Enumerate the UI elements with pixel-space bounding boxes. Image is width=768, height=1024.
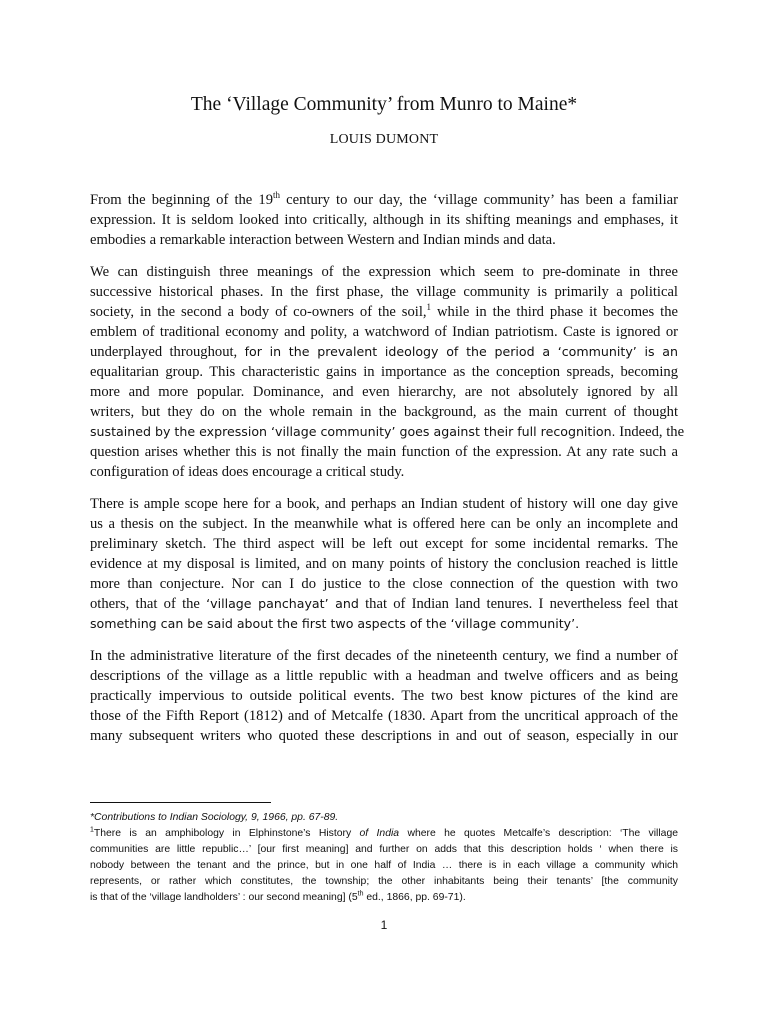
- superscript: th: [273, 190, 281, 201]
- text-line: those of the Fifth Report (1812) and of Metcalfe (1830. Apart from the uncritical approach of the: [90, 708, 678, 724]
- footnote-line: represents, or rather which constitutes, the township; the other inhabitants being their tenants’ [the community: [90, 876, 678, 887]
- body-text: [90, 190, 685, 758]
- paragraph: [90, 646, 678, 746]
- text-line: equalitarian group. This characteristic gains in importance as the conception spreads, becoming: [90, 364, 678, 380]
- page-number: 1: [380, 918, 388, 932]
- footnote-divider: [90, 802, 271, 803]
- footnote-line: communities are little republic…’ [our first meaning] and further on adds that this description holds ‘ when there is: [90, 844, 678, 855]
- text-line: underplayed throughout, for in the prevalent ideology of the period a ‘community’ is an: [90, 344, 678, 360]
- text-line: question arises whether this is not finally the main function of the expression. At any rate such a: [90, 444, 678, 460]
- text-line: expression. It is seldom looked into critically, although in its shifting meanings and emphases, it: [90, 212, 678, 228]
- text-line: successive historical phases. In the first phase, the village community is primarily a political: [90, 284, 678, 300]
- text-line: From the beginning of the 19th century to our day, the ‘village community’ has been a familiar: [90, 190, 678, 208]
- text-line: There is ample scope here for a book, and perhaps an Indian student of history will one day give: [90, 496, 678, 512]
- footnote-line: is that of the ‘village landholders’ : our second meaning] (5th ed., 1866, pp. 69-71).: [90, 890, 466, 903]
- footnote-ref-1[interactable]: 1: [426, 302, 432, 313]
- text-line: many subsequent writers who quoted these descriptions in and out of season, especially in our: [90, 728, 678, 744]
- footnote-star: *Contributions to Indian Sociology, 9, 1966, pp. 67-89.: [90, 812, 339, 823]
- paragraph: [90, 262, 685, 482]
- text-line: In the administrative literature of the first decades of the nineteenth century, we find a number of: [90, 648, 678, 664]
- footnote-1: $^1$There is an amphibology in Elphinstone’s History of India where he quotes Metcalfe’s description: ‘The village: [90, 826, 678, 839]
- text-line: preliminary sketch. The third aspect will be left out except for some incidental remarks. The: [90, 536, 678, 552]
- text-line: others, that of the ‘village panchayat’ and that of Indian land tenures. I nevertheless feel that: [90, 596, 678, 612]
- text-line: sustained by the expression ‘village community’ goes against their full recognition. Indeed, the: [90, 424, 685, 440]
- text-line: We can distinguish three meanings of the expression which seem to pre-dominate in three: [90, 264, 678, 280]
- text-line: more and more popular. Dominance, and even hierarchy, are not absolutely ignored by all: [90, 384, 678, 400]
- text-line: something can be said about the first two aspects of the ‘village community’.: [90, 616, 580, 631]
- paragraph: [90, 190, 678, 250]
- paragraph: [90, 494, 678, 634]
- text-line: emblem of traditional economy and polity, a watchword of Indian patriotism. Caste is ignored or: [90, 324, 678, 340]
- text-line: society, in the second a body of co-owners of the soil,$^1$ while in the third phase it becomes the: [90, 302, 678, 320]
- paper-title: The ‘Village Community’ from Munro to Maine*: [190, 94, 578, 115]
- author-name: LOUIS DUMONT: [329, 132, 439, 147]
- text-line: us a thesis on the subject. In the meanwhile what is offered here can be only an incomplete and: [90, 516, 678, 532]
- footnote-marker: 1: [90, 826, 94, 834]
- footnote-line: nobody between the tenant and the prince, but in one half of India … there is in each village a community which: [90, 860, 678, 871]
- text-line: embodies a remarkable interaction between Western and Indian minds and data.: [90, 232, 556, 248]
- text-line: configuration of ideas does encourage a critical study.: [90, 464, 405, 480]
- text-line: descriptions of the village as a little republic with a headman and twelve officers and as being: [90, 668, 678, 684]
- text-line: more than conjecture. Nor can I do justice to the close connection of the question with two: [90, 576, 678, 592]
- text-line: evidence at my disposal is limited, and on many points of history the conclusion reached is little: [90, 556, 678, 572]
- footnotes: [90, 810, 678, 906]
- text-line: writers, but they do on the whole remain in the background, as the main current of thought: [90, 404, 678, 420]
- text-line: practically impervious to outside political events. The two best know pictures of the kind are: [90, 688, 678, 704]
